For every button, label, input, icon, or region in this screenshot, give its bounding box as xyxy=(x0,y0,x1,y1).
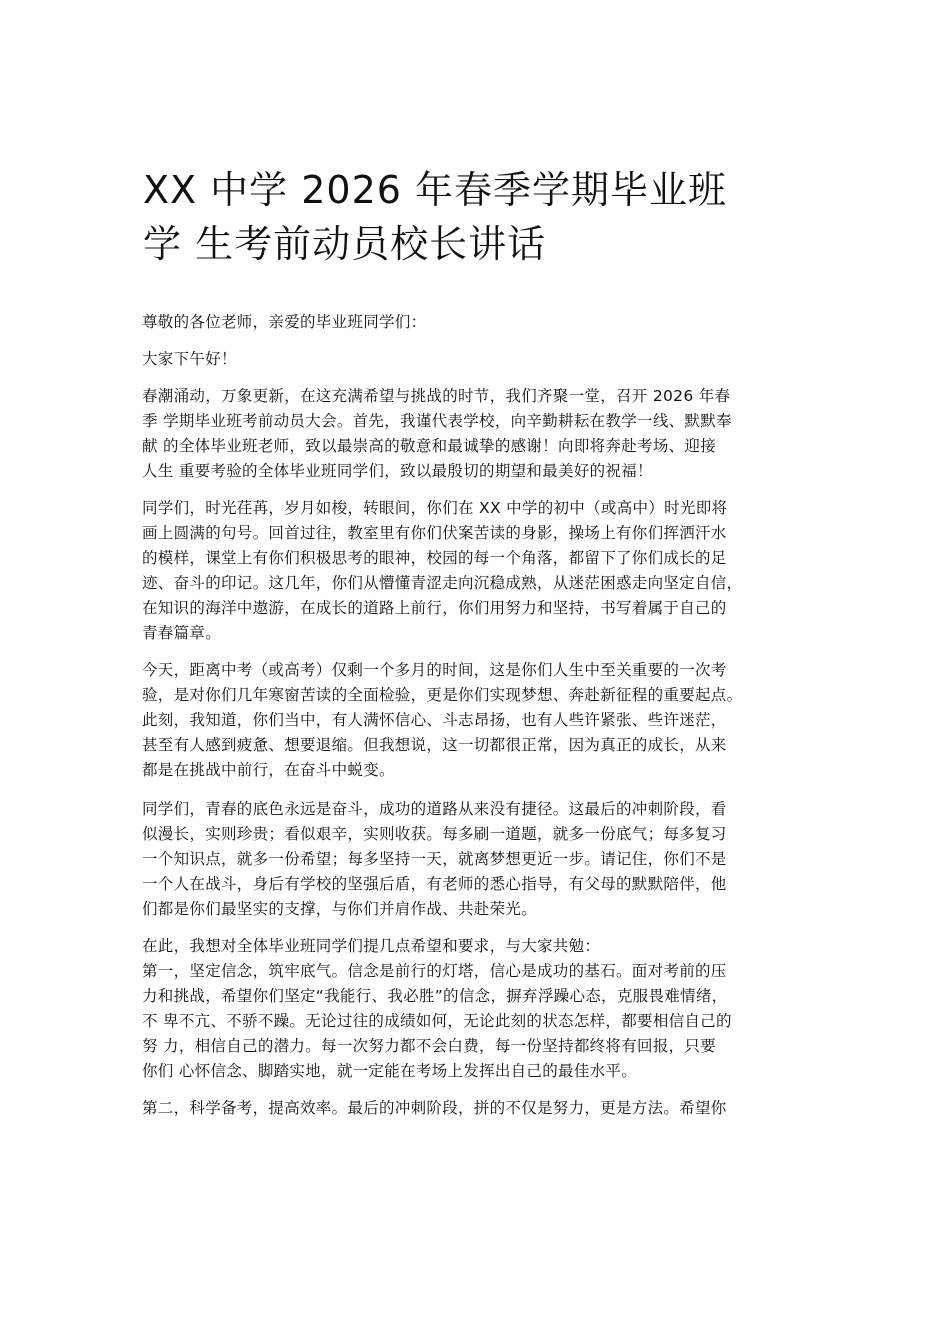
paragraph xyxy=(142,658,832,783)
paragraph-line: 此刻，我知道，你们当中，有人满怀信心、斗志昂扬，也有人些许紧张、些许迷茫， xyxy=(142,711,727,729)
paragraph-line: 青春篇章。 xyxy=(142,624,222,642)
paragraph-line: 春潮涌动，万象更新，在这充满希望与挑战的时节，我们齐聚一堂，召开 2026 年春 xyxy=(142,387,731,405)
paragraph-line: 迹、奋斗的印记。这几年，你们从懵懂青涩走向沉稳成熟，从迷茫困惑走向坚定自信， xyxy=(142,574,743,592)
paragraph-line: 验，是对你们几年寒窗苦读的全面检验，更是你们实现梦想、奔赴新征程的重要起点。 xyxy=(142,686,743,704)
document-body xyxy=(142,310,832,1133)
paragraph xyxy=(142,347,832,372)
paragraph-line: 人生 重要考验的全体毕业班同学们，致以最殷切的期望和最美好的祝福！ xyxy=(142,462,653,480)
paragraph xyxy=(142,496,832,646)
paragraph-line: 的模样，课堂上有你们积极思考的眼神，校园的每一个角落，都留下了你们成长的足 xyxy=(142,549,727,567)
title-line: 学 生考前动员校长讲话 xyxy=(143,222,547,266)
paragraph-line: 力和挑战，希望你们坚定“我能行、我必胜”的信念，摒弃浮躁心态，克服畏难情绪， xyxy=(142,987,728,1005)
paragraph-line: 一个人在战斗，身后有学校的坚强后盾，有老师的悉心指导，有父母的默默陪伴，他 xyxy=(142,875,727,893)
paragraph-line: 同学们，时光荏苒，岁月如梭，转眼间，你们在 XX 中学的初中（或高中）时光即将 xyxy=(142,499,728,517)
paragraph xyxy=(142,384,832,484)
paragraph-line: 在此，我想对全体毕业班同学们提几点希望和要求，与大家共勉： xyxy=(142,937,601,955)
paragraph-line: 第一，坚定信念，筑牢底气。信念是前行的灯塔，信心是成功的基石。面对考前的压 xyxy=(142,962,727,980)
paragraph-line: 大家下午好！ xyxy=(142,350,237,368)
paragraph-line: 第二，科学备考，提高效率。最后的冲刺阶段，拼的不仅是努力，更是方法。希望你 xyxy=(142,1099,727,1117)
paragraph xyxy=(142,959,832,1084)
paragraph-line: 今天，距离中考（或高考）仅剩一个多月的时间，这是你们人生中至关重要的一次考 xyxy=(142,661,727,679)
paragraph-line: 在知识的海洋中遨游，在成长的道路上前行，你们用努力和坚持，书写着属于自己的 xyxy=(142,599,727,617)
title-line: XX 中学 2026 年春季学期毕业班 xyxy=(143,168,728,212)
paragraph xyxy=(142,797,832,922)
paragraph-line: 似漫长，实则珍贵；看似艰辛，实则收获。每多刷一道题，就多一份底气；每多复习 xyxy=(142,825,727,843)
paragraph xyxy=(142,934,832,959)
paragraph xyxy=(142,1096,832,1121)
paragraph-line: 都是在挑战中前行，在奋斗中蜕变。 xyxy=(142,761,395,779)
paragraph-line: 一个知识点，就多一份希望；每多坚持一天，就离梦想更近一步。请记住，你们不是 xyxy=(142,850,727,868)
document-title xyxy=(143,163,843,271)
paragraph-line: 你们 心怀信念、脚踏实地，就一定能在考场上发挥出自己的最佳水平。 xyxy=(142,1062,638,1080)
paragraph-line: 甚至有人感到疲惫、想要退缩。但我想说，这一切都很正常，因为真正的成长，从来 xyxy=(142,736,727,754)
paragraph-line: 尊敬的各位老师，亲爱的毕业班同学们： xyxy=(142,313,427,331)
paragraph-line: 献 的全体毕业班老师，致以最崇高的敬意和最诚挚的感谢！向即将奔赴考场、迎接 xyxy=(142,437,717,455)
paragraph-line: 画上圆满的句号。回首过往，教室里有你们伏案苦读的身影，操场上有你们挥洒汗水 xyxy=(142,524,727,542)
paragraph-line: 同学们，青春的底色永远是奋斗，成功的道路从来没有捷径。这最后的冲刺阶段，看 xyxy=(142,800,727,818)
paragraph xyxy=(142,310,832,335)
paragraph-line: 努 力，相信自己的潜力。每一次努力都不会白费，每一份坚持都终将有回报，只要 xyxy=(142,1037,717,1055)
paragraph-line: 不 卑不亢、不骄不躁。无论过往的成绩如何，无论此刻的状态怎样，都要相信自己的 xyxy=(142,1012,732,1030)
paragraph-line: 季 学期毕业班考前动员大会。首先，我谨代表学校，向辛勤耕耘在教学一线、默默奉 xyxy=(142,412,732,430)
paragraph-line: 们都是你们最坚实的支撑，与你们并肩作战、共赴荣光。 xyxy=(142,900,538,918)
